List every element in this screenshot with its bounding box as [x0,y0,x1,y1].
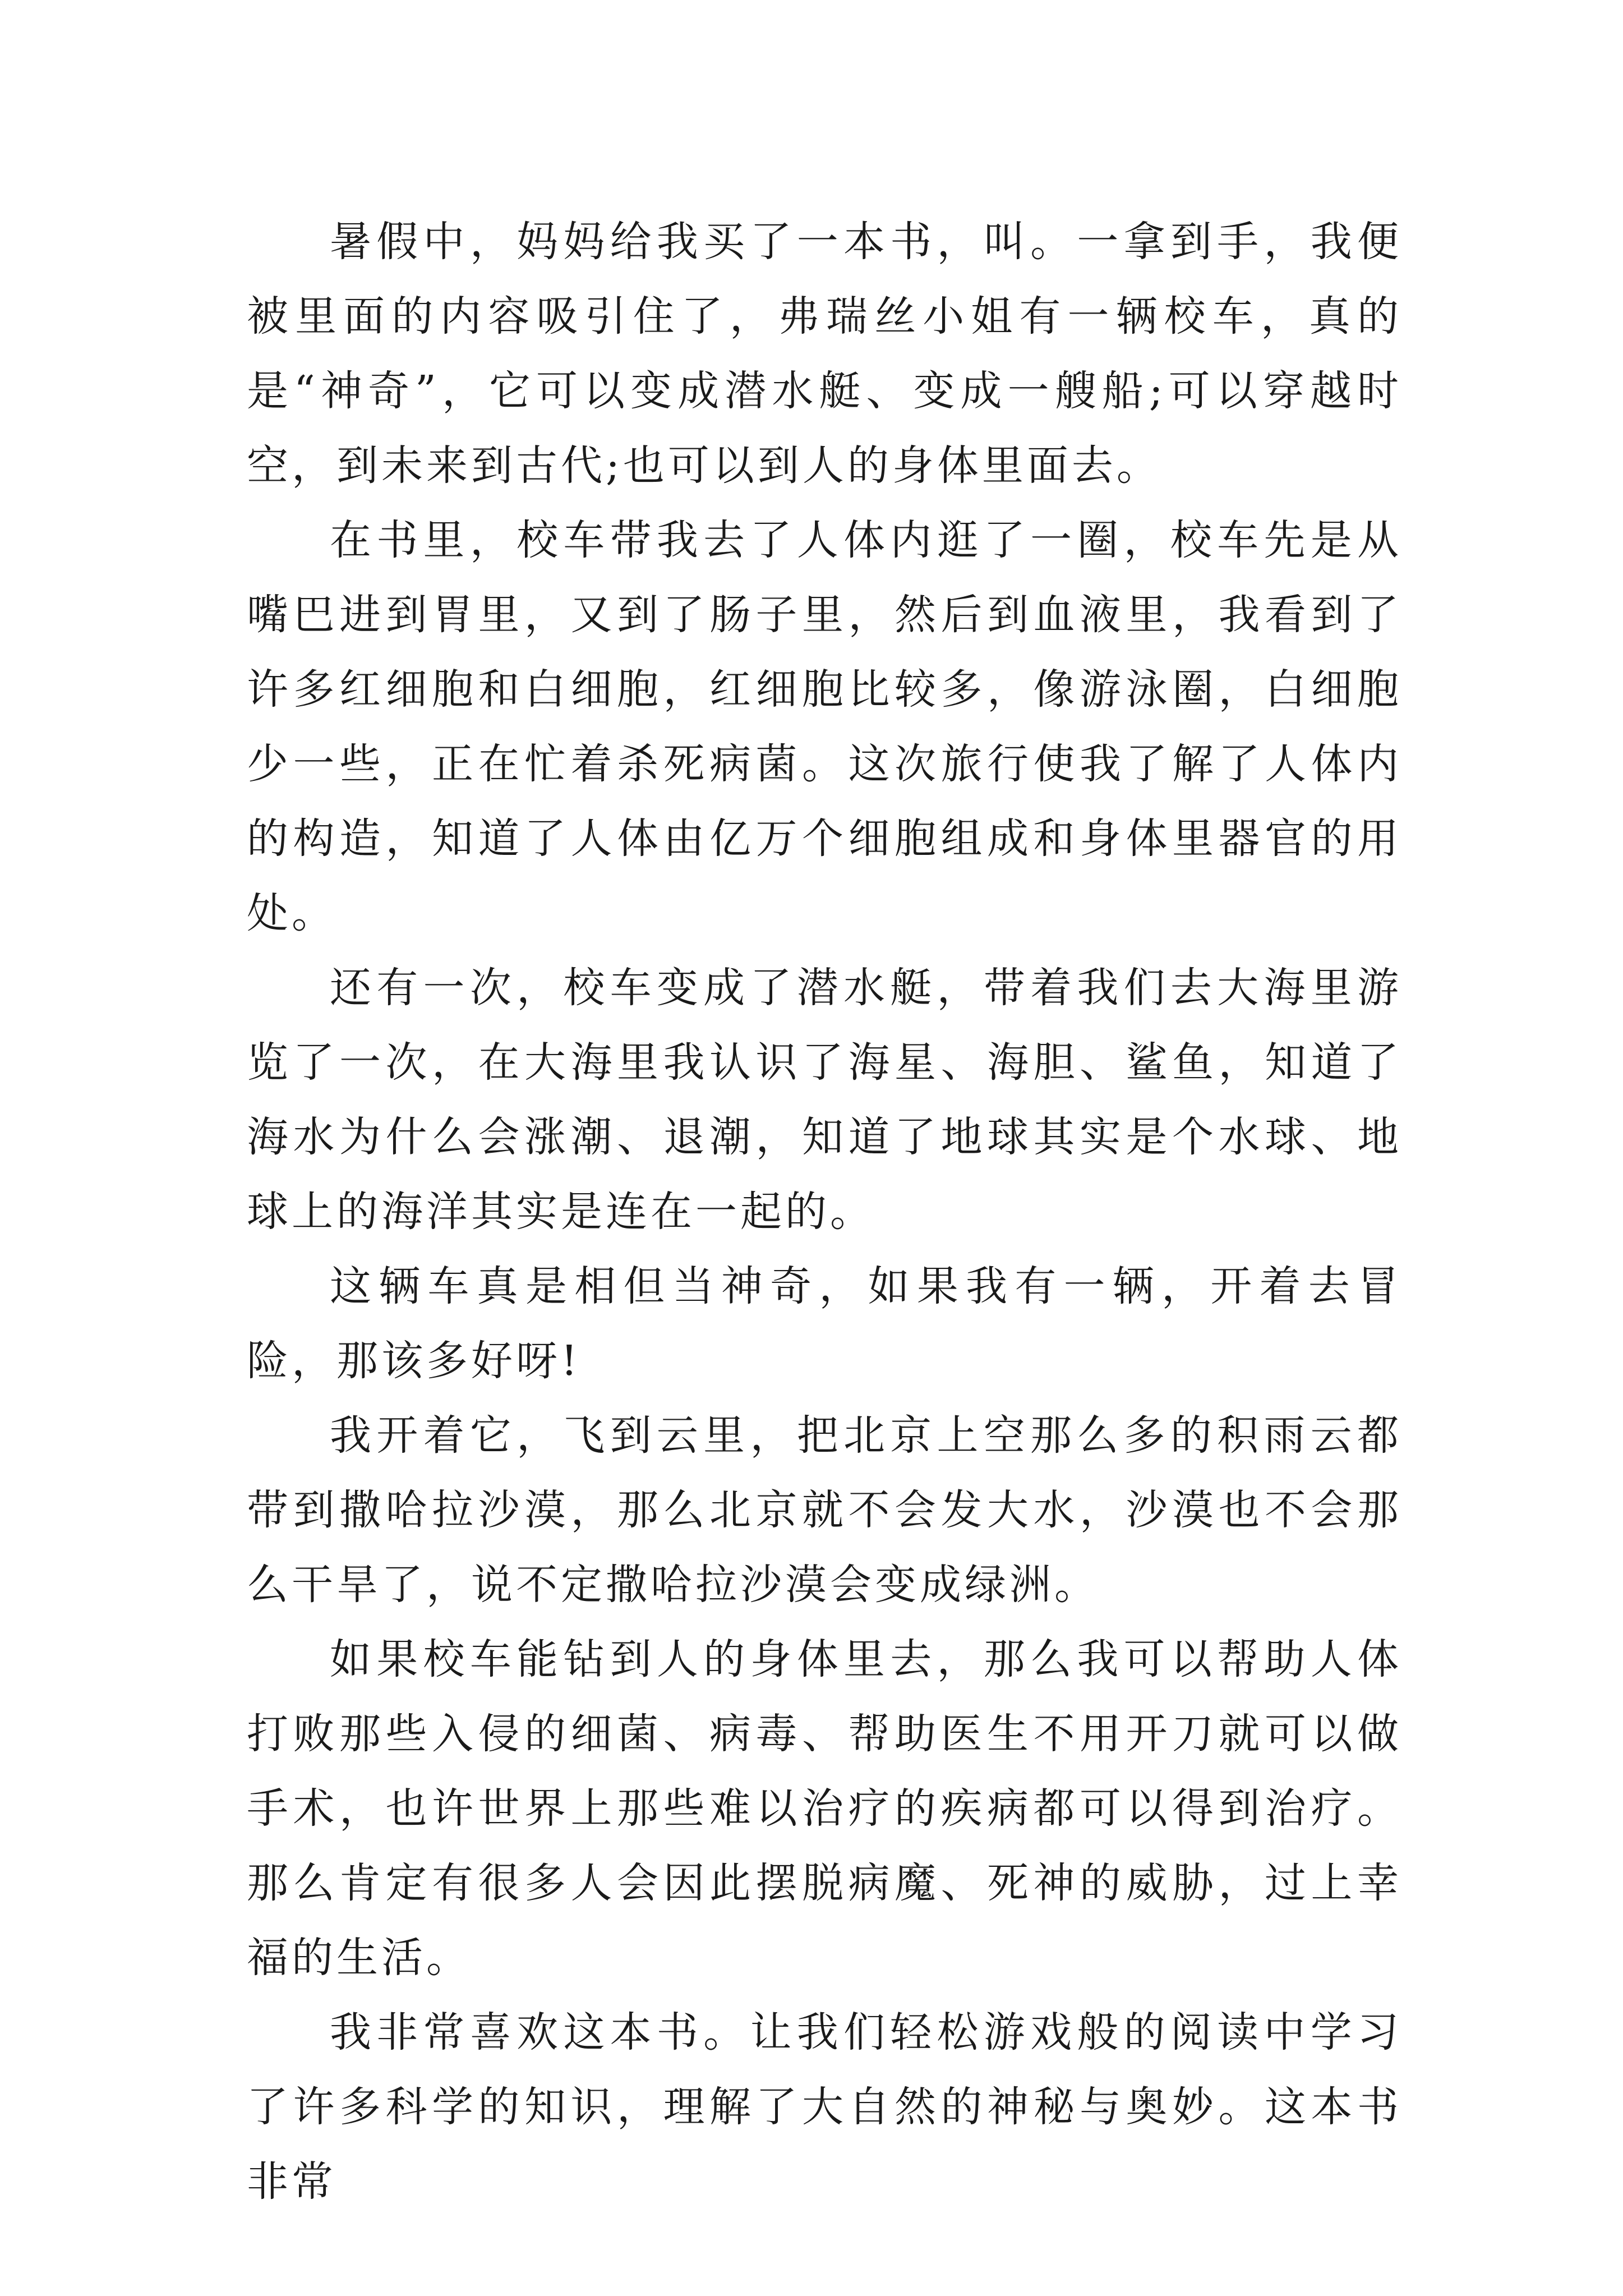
paragraph-2: 在书里，校车带我去了人体内逛了一圈，校车先是从嘴巴进到胃里，又到了肠子里，然后到血液里，我看到了许多红细胞和白细胞，红细胞比较多，像游泳圈，白细胞少一些，正在忙着杀死病菌。这次旅行使我了解了人体内的构造，知道了人体由亿万个细胞组成和身体里器官的用处。 [247,516,1402,937]
document-body [247,205,1402,2219]
paragraph-6: 如果校车能钻到人的身体里去，那么我可以帮助人体打败那些入侵的细菌、病毒、帮助医生不用开刀就可以做手术，也许世界上那些难以治疗的疾病都可以得到治疗。那么肯定有很多人会因此摆脱病魔、死神的威胁，过上幸福的生活。 [247,1635,1402,1982]
paragraph-3: 还有一次，校车变成了潜水艇，带着我们去大海里游览了一次，在大海里我认识了海星、海胆、鲨鱼，知道了海水为什么会涨潮、退潮，知道了地球其实是个水球、地球上的海洋其实是连在一起的。 [247,964,1402,1236]
paragraph-1: 暑假中，妈妈给我买了一本书，叫。一拿到手，我便被里面的内容吸引住了，弗瑞丝小姐有一辆校车，真的是“神奇”，它可以变成潜水艇、变成一艘船;可以穿越时空，到未来到古代;也可以到人的身体里面去。 [247,218,1402,490]
paragraph-5: 我开着它，飞到云里，把北京上空那么多的积雨云都带到撒哈拉沙漠，那么北京就不会发大水，沙漠也不会那么干旱了，说不定撒哈拉沙漠会变成绿洲。 [247,1411,1402,1609]
paragraph-7: 我非常喜欢这本书。让我们轻松游戏般的阅读中学习了许多科学的知识，理解了大自然的神秘与奥妙。这本书非常 [247,2008,1402,2206]
paragraph-4: 这辆车真是相但当神奇，如果我有一辆，开着去冒险，那该多好呀! [247,1262,1402,1385]
